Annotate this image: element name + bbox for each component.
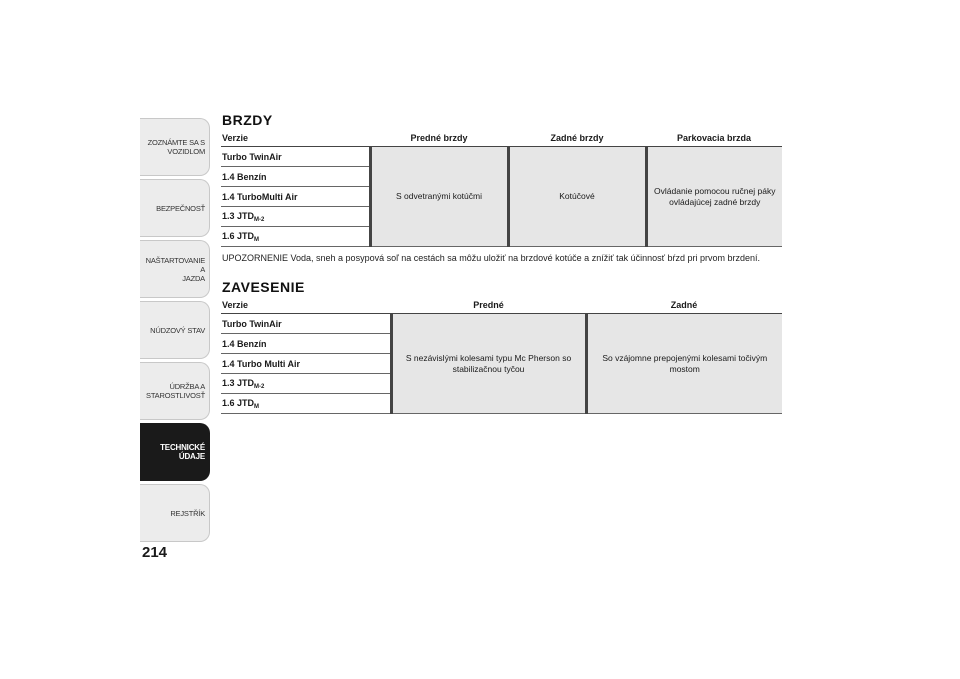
- tab-label: NÚDZOVÝ STAV: [150, 325, 205, 335]
- column-header: Zadné brzdy: [508, 130, 646, 147]
- tab-safety[interactable]: [140, 179, 210, 237]
- version-cell: Turbo TwinAir: [221, 314, 391, 334]
- tab-label: NAŠTARTOVANIE A JAZDA: [145, 255, 205, 283]
- brakes-table: [221, 130, 782, 247]
- tab-label: BEZPEČNOSŤ: [156, 203, 205, 213]
- tab-label: ÚDRŽBA A STAROSTLIVOSŤ: [146, 382, 205, 400]
- column-header: Verzie: [221, 130, 370, 147]
- section-title-brakes: BRZDY: [222, 112, 273, 128]
- version-cell: Turbo TwinAir: [221, 147, 370, 167]
- version-cell: 1.3 $JTD_{M-2}$: [221, 374, 391, 394]
- tab-emergency[interactable]: [140, 301, 210, 359]
- column-header: Verzie: [221, 297, 391, 314]
- tab-starting-driving[interactable]: [140, 240, 210, 298]
- warning-note: UPOZORNENIE Voda, sneh a posypová soľ na cestách sa môžu uložiť na brzdové kotúče a znížiť tak účinnosť bŕzd pri prvom brzdení.: [222, 253, 761, 263]
- tab-maintenance[interactable]: [140, 362, 210, 420]
- version-cell: 1.3 $JTD_{M-2}$: [221, 207, 370, 227]
- parking-brake-cell: Ovládanie pomocou ručnej páky ovládajúcej zadné brzdy: [646, 147, 782, 247]
- table-header-row: [221, 130, 782, 147]
- section-title-suspension: ZAVESENIE: [222, 279, 305, 295]
- table-row: [221, 147, 782, 167]
- rear-suspension-cell: So vzájomne prepojenými kolesami točivým mostom: [586, 314, 782, 414]
- page-number: 214: [142, 544, 168, 561]
- version-cell: 1.4 Benzín: [221, 334, 391, 354]
- column-header: Predné brzdy: [370, 130, 508, 147]
- tab-vehicle-intro[interactable]: [140, 118, 210, 176]
- tab-label: TECHNICKÉ ÚDAJE: [160, 443, 205, 461]
- tab-technical-data[interactable]: [140, 423, 210, 481]
- table-header-row: [221, 297, 782, 314]
- tab-label: REJSTŘÍK: [170, 508, 205, 518]
- version-cell: 1.6 $JTD_M$: [221, 394, 391, 414]
- column-header: Predné: [391, 297, 586, 314]
- rear-brakes-cell: Kotúčové: [508, 147, 646, 247]
- table-row: [221, 314, 782, 334]
- version-cell: 1.4 TurboMulti Air: [221, 187, 370, 207]
- tab-label: ZOZNÁMTE SA S VOZIDLOM: [147, 138, 205, 156]
- version-cell: 1.4 Benzín: [221, 167, 370, 187]
- front-suspension-cell: S nezávislými kolesami typu Mc Pherson so stabilizačnou tyčou: [391, 314, 586, 414]
- front-brakes-cell: S odvetranými kotúčmi: [370, 147, 508, 247]
- suspension-table: [221, 297, 782, 414]
- version-cell: 1.4 Turbo Multi Air: [221, 354, 391, 374]
- version-cell: 1.6 $JTD_M$: [221, 227, 370, 247]
- column-header: Parkovacia brzda: [646, 130, 782, 147]
- tab-index[interactable]: [140, 484, 210, 542]
- column-header: Zadné: [586, 297, 782, 314]
